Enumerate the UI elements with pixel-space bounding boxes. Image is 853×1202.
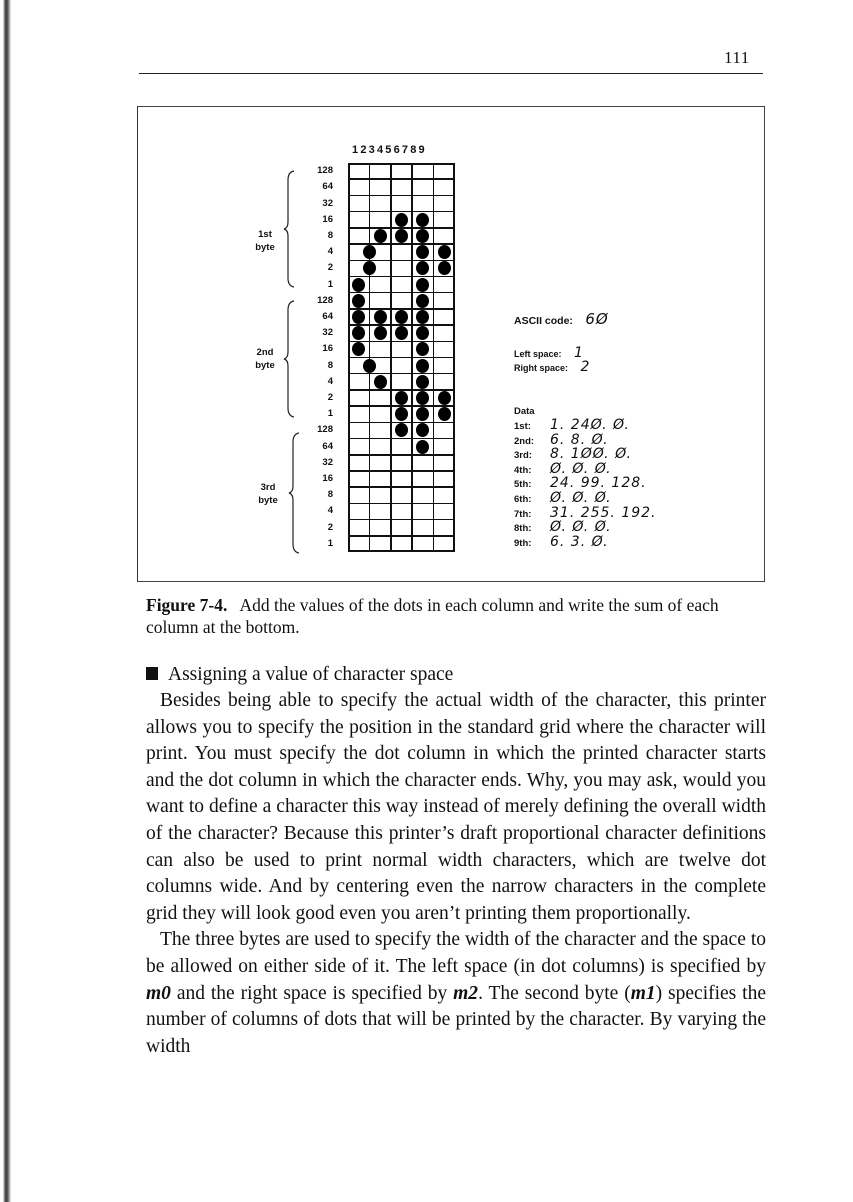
row-value-label: 8 bbox=[327, 229, 333, 241]
grid-hline bbox=[348, 260, 455, 262]
data-row bbox=[502, 417, 630, 433]
grid-hline bbox=[348, 276, 455, 278]
grid-hline bbox=[348, 341, 455, 343]
row-value-label: 1 bbox=[327, 537, 333, 549]
dot bbox=[438, 245, 451, 259]
data-row-label: 9th: bbox=[514, 537, 532, 549]
right-space-value: 2 bbox=[580, 359, 591, 375]
row-value-label: 8 bbox=[327, 359, 333, 371]
data-row-label: 8th: bbox=[514, 523, 532, 535]
dot bbox=[374, 326, 387, 340]
dot bbox=[363, 245, 376, 259]
grid-hline bbox=[348, 438, 455, 440]
left-space-label: Left space: bbox=[514, 349, 562, 359]
byte-label-1st: 1st byte bbox=[255, 229, 275, 253]
data-row-label: 1st: bbox=[514, 421, 531, 432]
caption-label: Figure 7-4. bbox=[146, 595, 228, 615]
dot bbox=[352, 294, 365, 308]
data-row bbox=[502, 446, 632, 463]
data-row-label: 5th: bbox=[514, 479, 532, 491]
data-row-value: Ø. Ø. Ø. bbox=[550, 460, 612, 477]
data-row-value: 24. 99. 128. bbox=[550, 475, 647, 492]
brace-2nd-byte bbox=[283, 300, 295, 418]
row-value-label: 64 bbox=[322, 181, 333, 193]
grid-hline bbox=[348, 292, 455, 294]
data-row-value: 31. 255. 192. bbox=[550, 504, 657, 521]
right-space-label: Right space: bbox=[514, 363, 569, 373]
grid-hline bbox=[348, 243, 455, 245]
data-row-label: 2nd: bbox=[514, 435, 535, 447]
row-value-label: 32 bbox=[322, 327, 333, 339]
row-value-label: 16 bbox=[322, 473, 333, 485]
brace-1st-byte bbox=[283, 170, 295, 288]
right-space-field bbox=[514, 358, 590, 376]
header-rule bbox=[139, 73, 763, 74]
row-value-label: 4 bbox=[327, 246, 333, 258]
data-row-value: Ø. Ø. Ø. bbox=[550, 519, 612, 536]
dot bbox=[416, 440, 429, 454]
ascii-code-field bbox=[514, 310, 609, 329]
row-value-label: 128 bbox=[317, 294, 333, 306]
data-row bbox=[502, 490, 612, 506]
data-row bbox=[502, 504, 657, 521]
row-value-label: 2 bbox=[327, 392, 333, 404]
ascii-code-value: 6Ø bbox=[585, 310, 609, 328]
data-row-value: 6. 3. Ø. bbox=[550, 533, 609, 550]
row-value-label: 64 bbox=[322, 440, 333, 452]
dot bbox=[374, 375, 387, 389]
dot bbox=[438, 391, 451, 405]
grid-hline bbox=[348, 470, 455, 472]
row-value-label: 64 bbox=[322, 310, 333, 322]
data-row-label: 3rd: bbox=[514, 450, 532, 462]
body-text bbox=[146, 688, 766, 1060]
data-heading: Data bbox=[514, 406, 535, 417]
row-value-label: 4 bbox=[327, 375, 333, 387]
row-value-label: 128 bbox=[317, 424, 333, 436]
grid-hline bbox=[348, 373, 455, 375]
left-space-value: 1 bbox=[573, 345, 584, 361]
row-value-label: 16 bbox=[322, 343, 333, 355]
data-row-label: 4th: bbox=[514, 464, 532, 476]
data-row-label: 6th: bbox=[514, 494, 532, 505]
data-row bbox=[502, 533, 609, 550]
dot bbox=[395, 213, 408, 227]
scan-edge bbox=[0, 0, 14, 1202]
data-row bbox=[502, 519, 612, 536]
row-value-label: 128 bbox=[317, 165, 333, 177]
data-row-value: 6. 8. Ø. bbox=[550, 431, 609, 448]
brace-3rd-byte bbox=[288, 432, 300, 554]
dot bbox=[438, 407, 451, 421]
dot bbox=[352, 278, 365, 292]
square-bullet-icon bbox=[146, 667, 158, 680]
grid-hline bbox=[348, 519, 455, 521]
dot bbox=[363, 359, 376, 373]
section-heading: Assigning a value of character space bbox=[146, 664, 453, 686]
dot bbox=[395, 310, 408, 324]
dot bbox=[395, 229, 408, 243]
byte-label-3rd: 3rd byte bbox=[258, 482, 278, 506]
data-row-value: 8. 1ØØ. Ø. bbox=[550, 446, 632, 463]
byte-label-2nd: 2nd byte bbox=[255, 347, 275, 371]
dot bbox=[395, 391, 408, 405]
data-row bbox=[502, 460, 612, 477]
row-value-label: 32 bbox=[322, 197, 333, 209]
row-value-label: 1 bbox=[327, 408, 333, 420]
data-row-value: 1. 24Ø. Ø. bbox=[550, 417, 630, 433]
caption-text: Add the values of the dots in each column and write the sum of each column at the bottom. bbox=[146, 595, 719, 637]
grid-hline bbox=[348, 454, 455, 456]
data-row bbox=[502, 475, 647, 492]
dot bbox=[416, 359, 429, 373]
grid-hline bbox=[348, 535, 455, 537]
grid-hline bbox=[348, 195, 455, 197]
ascii-code-label: ASCII code: bbox=[514, 315, 573, 327]
dot bbox=[416, 278, 429, 292]
dot bbox=[374, 310, 387, 324]
figure-caption bbox=[146, 594, 768, 638]
data-row-label: 7th: bbox=[514, 508, 532, 520]
row-value-label: 8 bbox=[327, 489, 333, 501]
grid-hline bbox=[348, 503, 455, 505]
page-number: 111 bbox=[724, 48, 750, 67]
data-row bbox=[502, 431, 609, 448]
row-value-label: 2 bbox=[327, 262, 333, 274]
grid-hline bbox=[348, 357, 455, 359]
row-value-label: 16 bbox=[322, 213, 333, 225]
column-number-labels: 123456789 bbox=[352, 144, 427, 156]
grid-hline bbox=[348, 178, 455, 180]
row-value-label: 1 bbox=[327, 278, 333, 290]
grid-hline bbox=[348, 486, 455, 488]
paragraph-2: The three bytes are used to specify the width of the character and the space to be allowed on either side of it. The left space (in dot columns) is specified by m0 and the right space is specified by m2. The second byte (m1) specifies the number of columns of dots that will be printed by the character. By varying the width bbox=[146, 929, 766, 1057]
paragraph-1: Besides being able to specify the actual width of the character, this printer allows you to specify the position in the standard grid where the character will print. You must specify the dot column in which the printed character starts and the dot column in which the character ends. Why, you may ask, would you want to define a character this way instead of merely defining the overall width of the character? Because this printer’s draft proportional character definitions can also be used to print normal width characters, which are twelve dot columns wide. And by centering even the narrow characters in the complete grid they will look good even you aren’t printing them proportionally. bbox=[146, 690, 766, 924]
row-value-label: 4 bbox=[327, 505, 333, 517]
row-value-label: 32 bbox=[322, 456, 333, 468]
dot bbox=[374, 229, 387, 243]
data-row-value: Ø. Ø. Ø. bbox=[550, 490, 612, 506]
row-value-label: 2 bbox=[327, 521, 333, 533]
